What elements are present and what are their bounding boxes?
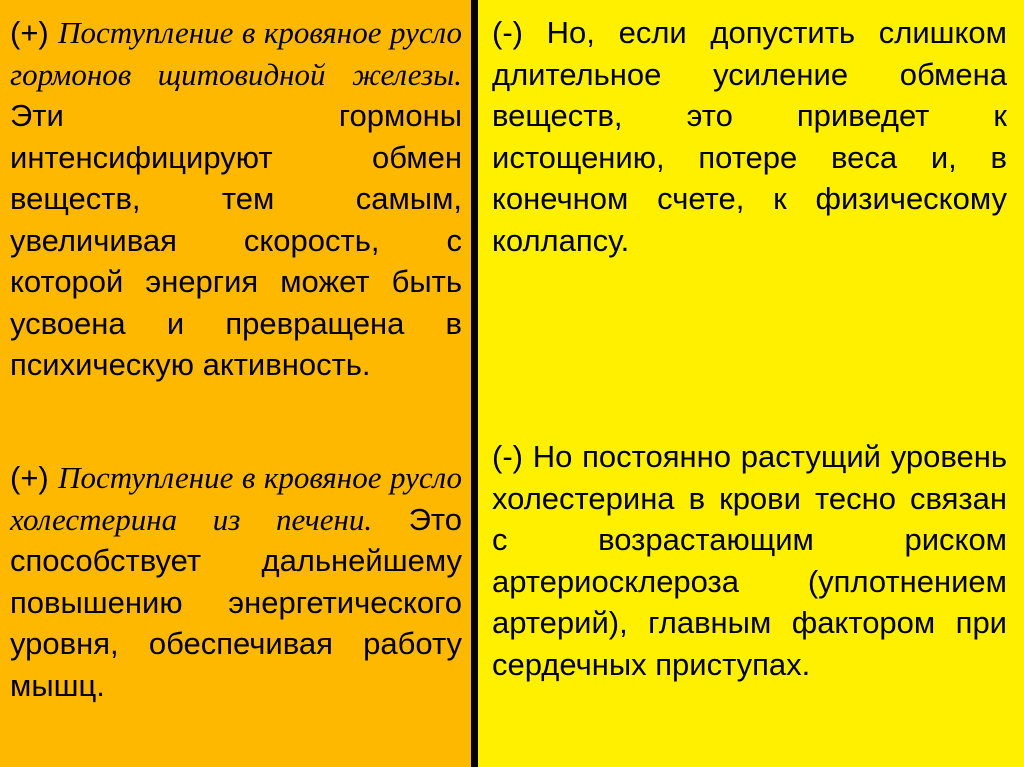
cholesterol-benefit-text [10,457,462,706]
thyroid-hormone-benefit-text [10,12,462,386]
thyroid-hormone-heading: Поступление в кровяное русло гормонов щитовидной железы. [10,15,462,92]
cholesterol-heading: Поступление в кровяное русло холестерина из печени. [10,460,462,537]
right-column-negative [478,0,1024,767]
plus-marker: (+) [10,15,59,50]
plus-marker: (+) [10,460,59,495]
left-column-positive [0,0,471,767]
column-divider [471,0,478,767]
thyroid-hormone-description: Эти гормоны интенсифицируют обмен веществ, тем самым, увеличивая скорость, с которой энергия может быть усвоена и превращена в психическую активность. [10,98,462,382]
cholesterol-risk-text: (-) Но постоянно растущий уровень холестерина в крови тесно связан с возрастающим риском артериосклероза (уплотнением артерий), главным фактором при сердечных приступах. [492,439,1007,682]
cholesterol-description: Это способствует дальнейшему повышению энергетического уровня, обеспечивая работу мышц. [10,501,462,703]
metabolism-risk-text: (-) Но, если допустить слишком длительное усиление обмена веществ, это приведет к истощению, потере веса и, в конечном счете, к физическому коллапсу. [492,15,1007,258]
